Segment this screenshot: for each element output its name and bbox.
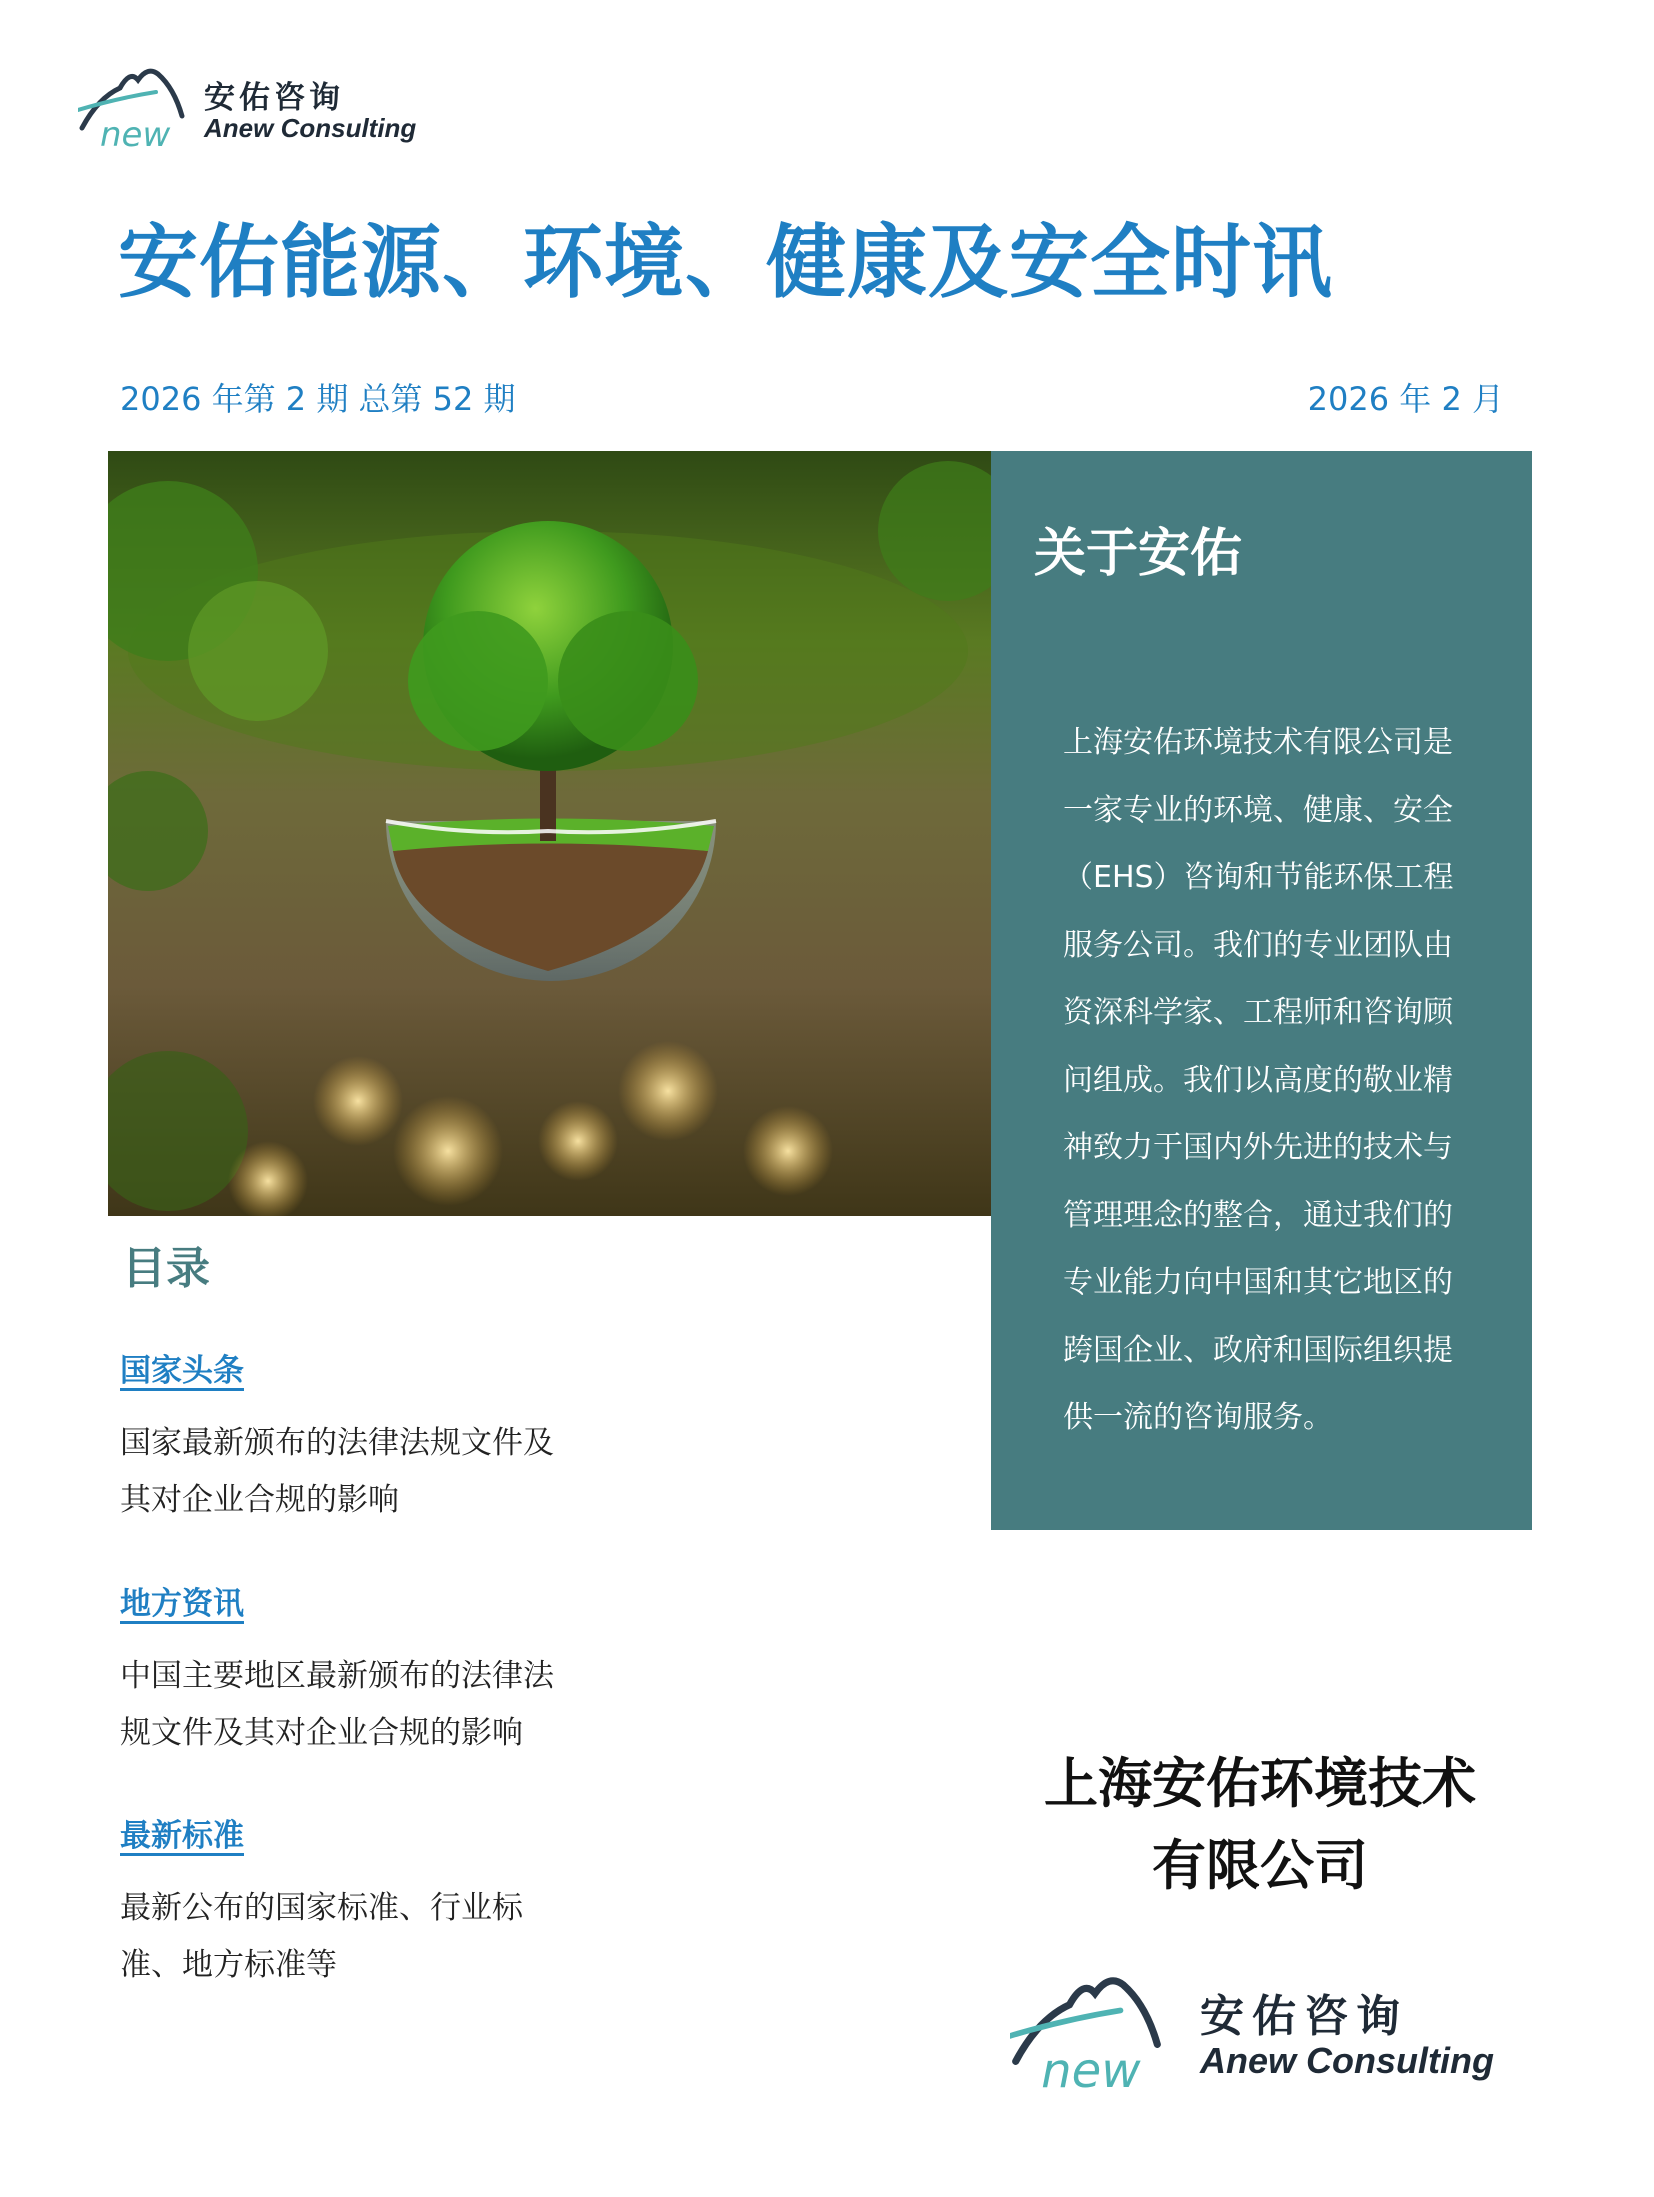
logo-name-cn: 安佑咨询 [1200, 1991, 1408, 2042]
toc-desc-line: 中国主要地区最新颁布的法律法 [120, 1658, 554, 1694]
about-line: 上海安佑环境技术有限公司是 [1063, 725, 1453, 760]
about-line: 专业能力向中国和其它地区的 [1063, 1265, 1453, 1300]
toc-title: 目录 [122, 1243, 210, 1294]
hero-image [108, 451, 991, 1216]
toc-desc-line: 其对企业合规的影响 [120, 1482, 399, 1518]
footer-logo [1010, 1962, 1530, 2102]
tree-globe-illustration-icon [108, 451, 991, 1216]
mountain-logo-icon [78, 58, 198, 148]
header-logo [78, 58, 418, 158]
toc-desc-standards [120, 1880, 523, 1994]
about-line: 服务公司。我们的专业团队由 [1063, 927, 1453, 963]
company-name [1000, 1743, 1520, 1907]
toc-desc-line: 准、地方标准等 [120, 1947, 337, 1983]
about-line: 神致力于国内外先进的技术与 [1063, 1130, 1453, 1165]
about-line: 供一流的咨询服务。 [1063, 1400, 1333, 1435]
about-line: 资深科学家、工程师和咨询顾 [1063, 995, 1453, 1030]
logo-name-en: Anew Consulting [204, 113, 417, 143]
toc-link-local-news[interactable]: 地方资讯 [120, 1586, 244, 1622]
about-line: 管理理念的整合，通过我们的 [1063, 1197, 1453, 1233]
toc-desc-line: 国家最新颁布的法律法规文件及 [120, 1425, 554, 1461]
toc-desc-local [120, 1648, 554, 1762]
company-name-line: 上海安佑环境技术 [1044, 1752, 1476, 1815]
about-line: 一家专业的环境、健康、安全 [1063, 792, 1453, 828]
toc-link-national-headlines[interactable]: 国家头条 [120, 1353, 244, 1389]
logo-name-en: Anew Consulting [1200, 2040, 1494, 2081]
mountain-logo-icon [1010, 1962, 1180, 2090]
about-text [1063, 709, 1483, 1452]
about-panel [991, 451, 1532, 1530]
toc-desc-line: 最新公布的国家标准、行业标 [120, 1890, 523, 1926]
about-line: 问组成。我们以高度的敬业精 [1063, 1062, 1453, 1098]
page-title: 安佑能源、环境、健康及安全时讯 [118, 216, 1333, 309]
issue-date: 2026 年 2 月 [1307, 380, 1504, 418]
svg-text:new: new [1041, 2042, 1141, 2090]
about-title: 关于安佑 [1034, 524, 1243, 584]
toc-link-latest-standards[interactable]: 最新标准 [120, 1818, 244, 1854]
toc-desc-national [120, 1415, 554, 1529]
toc-desc-line: 规文件及其对企业合规的影响 [120, 1715, 523, 1751]
issue-number: 2026 年第 2 期 总第 52 期 [120, 380, 516, 418]
logo-name-cn: 安佑咨询 [204, 80, 344, 116]
svg-text:new: new [100, 115, 171, 148]
about-line: 跨国企业、政府和国际组织提 [1063, 1332, 1453, 1368]
about-line: （EHS）咨询和节能环保工程 [1063, 860, 1454, 895]
company-name-line: 有限公司 [1152, 1834, 1368, 1897]
